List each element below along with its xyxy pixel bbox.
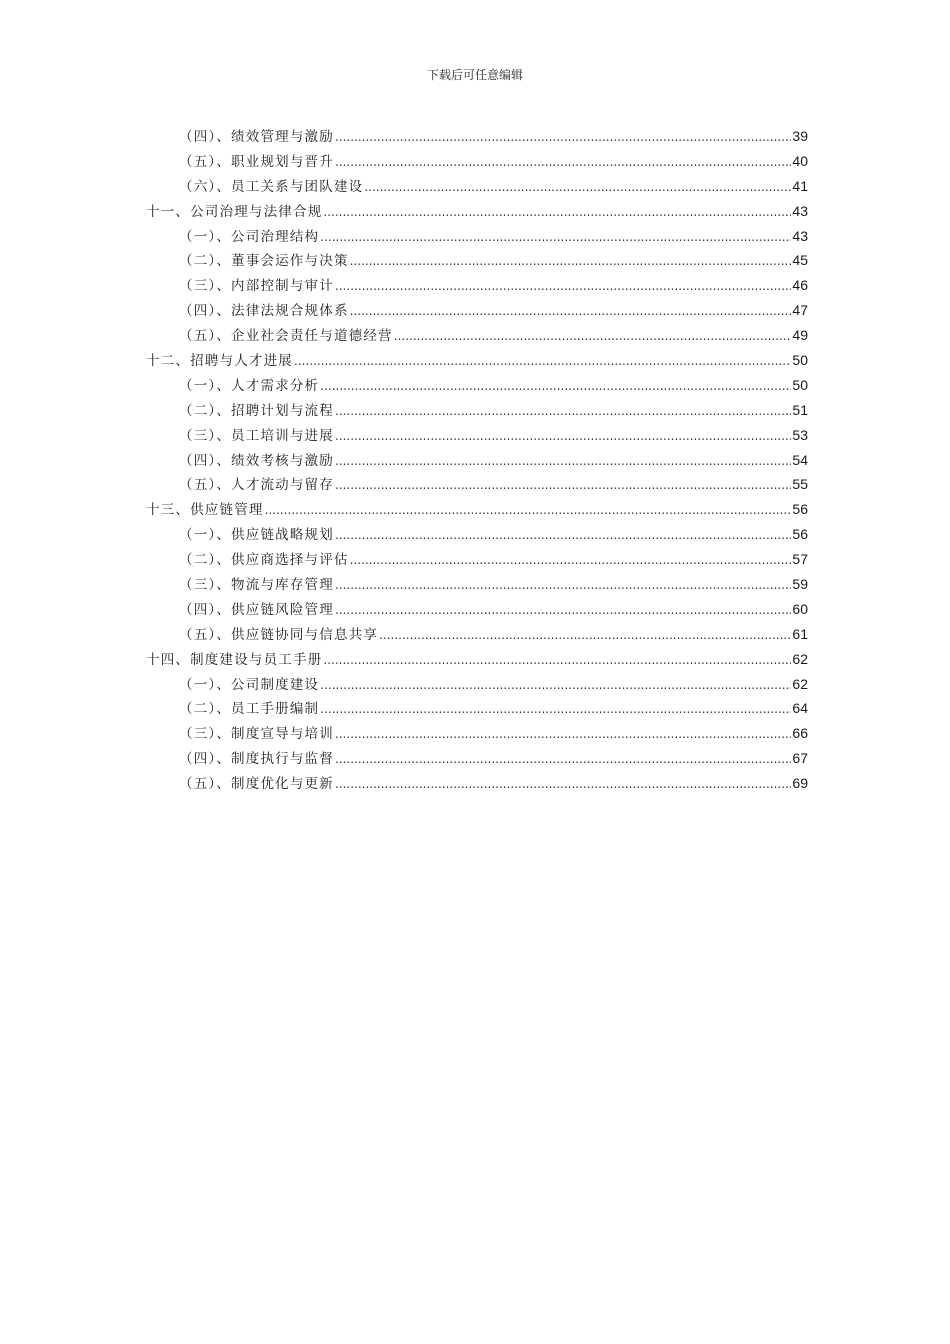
toc-entry-title: （五）、职业规划与晋升 <box>179 153 334 170</box>
toc-entry-page: 45 <box>792 252 808 269</box>
toc-entry[interactable] <box>146 623 808 648</box>
toc-dot-leader <box>394 328 792 344</box>
toc-entry-title: （三）、员工培训与进展 <box>179 427 334 444</box>
toc-dot-leader <box>323 204 791 220</box>
toc-dot-leader <box>335 403 791 419</box>
toc-entry-page: 53 <box>792 426 808 443</box>
toc-dot-leader <box>335 726 791 742</box>
toc-entry[interactable] <box>146 374 808 399</box>
toc-entry[interactable] <box>146 274 808 299</box>
toc-entry-title: （一）、供应链战略规划 <box>179 527 334 544</box>
toc-entry-title: （五）、制度优化与更新 <box>179 776 334 793</box>
toc-entry-title: （一）、公司治理结构 <box>179 228 320 245</box>
toc-entry-page: 62 <box>792 675 808 692</box>
toc-entry[interactable] <box>146 523 808 548</box>
toc-dot-leader <box>335 453 791 469</box>
toc-entry[interactable] <box>146 249 808 274</box>
toc-entry[interactable] <box>146 598 808 623</box>
toc-dot-leader <box>335 129 791 145</box>
toc-entry-page: 59 <box>792 576 808 593</box>
toc-dot-leader <box>350 253 792 269</box>
toc-entry[interactable] <box>146 747 808 772</box>
toc-dot-leader <box>335 278 791 294</box>
toc-entry-title: （三）、物流与库存管理 <box>179 577 334 594</box>
toc-chapter-entry[interactable] <box>146 648 808 673</box>
toc-entry-page: 39 <box>792 128 808 144</box>
toc-entry-page: 46 <box>792 277 808 294</box>
toc-entry-page: 61 <box>792 625 808 642</box>
toc-dot-leader <box>335 527 791 543</box>
toc-entry[interactable] <box>146 449 808 474</box>
toc-entry[interactable] <box>146 150 808 175</box>
toc-dot-leader <box>320 229 791 245</box>
toc-entry-page: 62 <box>792 650 808 667</box>
toc-entry-page: 40 <box>792 152 808 169</box>
toc-dot-leader <box>335 751 791 767</box>
toc-dot-leader <box>320 701 791 717</box>
toc-entry-page: 54 <box>792 451 808 468</box>
toc-entry-title: （四）、绩效考核与激励 <box>179 452 334 469</box>
toc-entry-title: 十一、公司治理与法律合规 <box>146 203 323 220</box>
toc-dot-leader <box>320 378 791 394</box>
toc-entry-title: 十四、制度建设与员工手册 <box>146 651 323 668</box>
toc-entry-page: 47 <box>792 302 808 319</box>
toc-entry-title: （二）、供应商选择与评估 <box>179 552 349 569</box>
toc-dot-leader <box>364 179 791 195</box>
toc-entry[interactable] <box>146 175 808 200</box>
toc-dot-leader <box>320 677 791 693</box>
toc-entry-page: 49 <box>792 327 808 344</box>
toc-entry[interactable] <box>146 548 808 573</box>
toc-dot-leader <box>350 303 792 319</box>
toc-entry-title: （二）、员工手册编制 <box>179 701 320 718</box>
toc-entry-title: 十二、招聘与人才进展 <box>146 353 293 370</box>
toc-entry-title: （一）、人才需求分析 <box>179 377 320 394</box>
toc-chapter-entry[interactable] <box>146 498 808 523</box>
toc-entry[interactable] <box>146 722 808 747</box>
toc-entry-title: （五）、人才流动与留存 <box>179 477 334 494</box>
toc-dot-leader <box>294 353 791 369</box>
toc-entry-page: 57 <box>792 551 808 568</box>
toc-entry[interactable] <box>146 399 808 424</box>
toc-entry-page: 43 <box>792 202 808 219</box>
toc-entry-title: （一）、公司制度建设 <box>179 676 320 693</box>
toc-dot-leader <box>350 552 792 568</box>
toc-entry-page: 67 <box>792 750 808 767</box>
toc-entry[interactable] <box>146 225 808 250</box>
toc-entry[interactable] <box>146 125 808 150</box>
toc-entry-page: 55 <box>792 476 808 493</box>
toc-entry-page: 50 <box>792 376 808 393</box>
toc-entry-page: 66 <box>792 725 808 742</box>
toc-dot-leader <box>335 154 791 170</box>
toc-entry-page: 64 <box>792 700 808 717</box>
page-header-note: 下载后可任意编辑 <box>426 68 523 82</box>
toc-dot-leader <box>265 502 792 518</box>
toc-entry-title: （二）、董事会运作与决策 <box>179 253 349 270</box>
toc-entry[interactable] <box>146 473 808 498</box>
toc-entry-title: （六）、员工关系与团队建设 <box>179 178 364 195</box>
toc-entry[interactable] <box>146 573 808 598</box>
toc-entry-page: 41 <box>792 177 808 194</box>
toc-entry[interactable] <box>146 424 808 449</box>
toc-entry-title: （五）、企业社会责任与道德经营 <box>179 328 393 345</box>
toc-entry-page: 43 <box>792 227 808 244</box>
toc-entry[interactable] <box>146 772 808 797</box>
toc-entry-page: 56 <box>792 501 808 518</box>
toc-entry-page: 50 <box>792 352 808 369</box>
toc-entry[interactable] <box>146 673 808 698</box>
toc-entry[interactable] <box>146 697 808 722</box>
toc-dot-leader <box>379 627 791 643</box>
toc-entry-title: （四）、供应链风险管理 <box>179 601 334 618</box>
toc-entry-title: （五）、供应链协同与信息共享 <box>179 626 379 643</box>
toc-dot-leader <box>335 577 791 593</box>
toc-entry[interactable] <box>146 299 808 324</box>
toc-dot-leader <box>335 602 791 618</box>
toc-entry-page: 69 <box>792 775 808 792</box>
table-of-contents <box>146 125 808 797</box>
toc-entry-title: （三）、内部控制与审计 <box>179 278 334 295</box>
toc-dot-leader <box>323 652 791 668</box>
toc-entry-page: 56 <box>792 526 808 543</box>
toc-entry-title: （四）、制度执行与监督 <box>179 751 334 768</box>
toc-entry-title: （四）、绩效管理与激励 <box>179 129 334 145</box>
toc-entry[interactable] <box>146 324 808 349</box>
toc-entry-title: （四）、法律法规合规体系 <box>179 303 349 320</box>
toc-dot-leader <box>335 477 791 493</box>
toc-chapter-entry[interactable] <box>146 349 808 374</box>
toc-entry-page: 51 <box>792 401 808 418</box>
toc-entry-page: 60 <box>792 600 808 617</box>
toc-entry-title: 十三、供应链管理 <box>146 502 264 519</box>
toc-entry-title: （二）、招聘计划与流程 <box>179 402 334 419</box>
toc-dot-leader <box>335 428 791 444</box>
toc-chapter-entry[interactable] <box>146 200 808 225</box>
toc-entry-title: （三）、制度宣导与培训 <box>179 726 334 743</box>
toc-dot-leader <box>335 776 791 792</box>
